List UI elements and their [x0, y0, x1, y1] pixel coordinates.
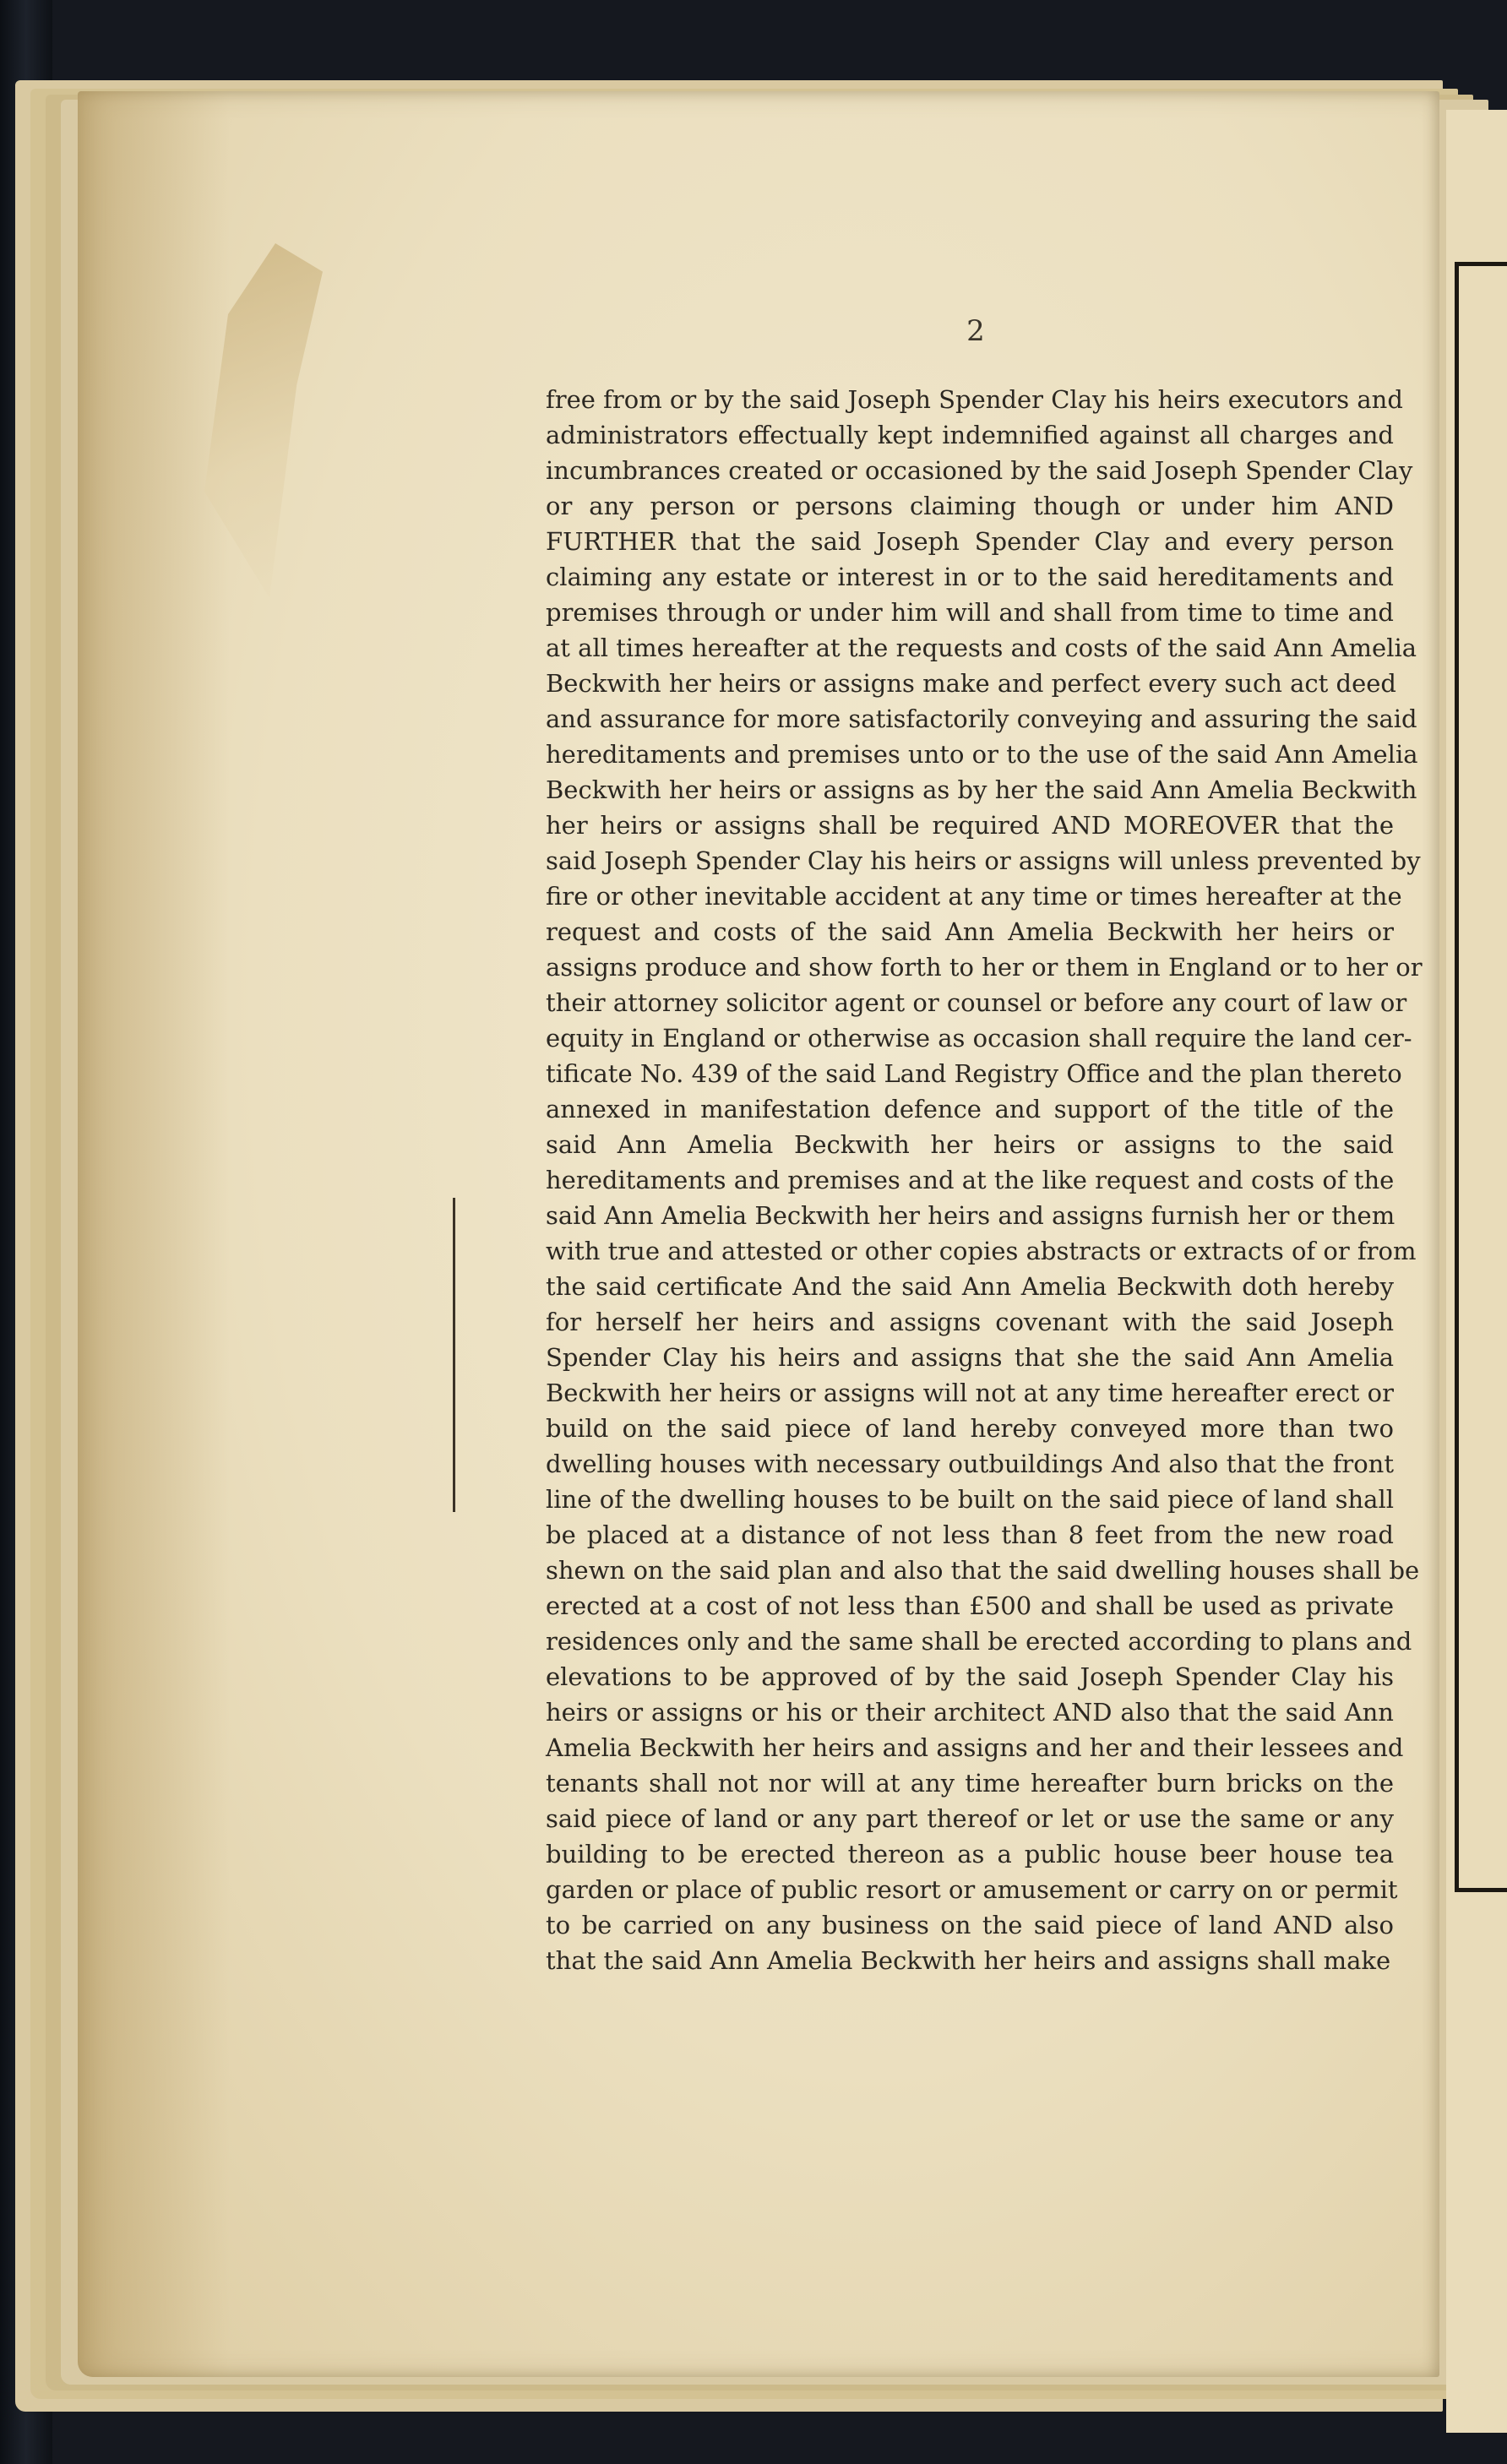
- text-line: Beckwith her heirs or assigns make and perfect every such act deed: [546, 669, 1396, 698]
- text-line: line of the dwelling houses to be built on the said piece of land shall: [546, 1485, 1394, 1514]
- text-line: request and costs of the said Ann Amelia Beckwith her heirs or: [546, 917, 1394, 946]
- text-line: Beckwith her heirs or assigns as by her the said Ann Amelia Beckwith: [546, 775, 1417, 804]
- text-line: free from or by the said Joseph Spender Clay his heirs executors and: [546, 385, 1403, 414]
- page-number: 2: [966, 314, 985, 348]
- text-line: incumbrances created or occasioned by the said Joseph Spender Clay: [546, 456, 1413, 485]
- text-line: for herself her heirs and assigns covenant with the said Joseph: [546, 1308, 1394, 1336]
- text-line: that the said Ann Amelia Beckwith her heirs and assigns shall make: [546, 1946, 1391, 1975]
- text-line: hereditaments and premises and at the like request and costs of the: [546, 1166, 1395, 1194]
- text-line: hereditaments and premises unto or to the use of the said Ann Amelia: [546, 740, 1418, 769]
- text-line: build on the said piece of land hereby conveyed more than two: [546, 1414, 1394, 1443]
- facing-page-edge: [1446, 110, 1507, 2433]
- text-line: be placed at a distance of not less than 8 feet from the new road: [546, 1520, 1394, 1549]
- text-line: tenants shall not nor will at any time hereafter burn bricks on the: [546, 1769, 1394, 1798]
- text-line: shewn on the said plan and also that the said dwelling houses shall be: [546, 1556, 1420, 1585]
- torn-paper-corner: [204, 243, 323, 598]
- text-line: her heirs or assigns shall be required AND MOREOVER that the: [546, 811, 1394, 840]
- text-line: building to be erected thereon as a public house beer house tea: [546, 1840, 1394, 1868]
- text-line: said Joseph Spender Clay his heirs or assigns will unless prevented by: [546, 846, 1421, 875]
- text-line: said Ann Amelia Beckwith her heirs and assigns furnish her or them: [546, 1201, 1395, 1230]
- text-line: residences only and the same shall be erected according to plans and: [546, 1627, 1412, 1656]
- text-line: fire or other inevitable accident at any time or times hereafter at the: [546, 882, 1402, 911]
- text-line: administrators effectually kept indemnified against all charges and: [546, 421, 1394, 449]
- text-line: with true and attested or other copies abstracts or extracts of or from: [546, 1237, 1417, 1265]
- text-line: tificate No. 439 of the said Land Registry Office and the plan thereto: [546, 1059, 1402, 1088]
- text-line: elevations to be approved of by the said Joseph Spender Clay his: [546, 1662, 1394, 1691]
- text-line: FURTHER that the said Joseph Spender Clay and every person: [546, 527, 1394, 556]
- text-line: annexed in manifestation defence and support of the title of the: [546, 1095, 1394, 1123]
- text-line: premises through or under him will and shall from time to time and: [546, 598, 1394, 627]
- text-line: or any person or persons claiming though or under him AND: [546, 492, 1394, 520]
- text-line: to be carried on any business on the said piece of land AND also: [546, 1911, 1394, 1939]
- text-line: said Ann Amelia Beckwith her heirs or assigns to the said: [546, 1130, 1394, 1159]
- text-line: dwelling houses with necessary outbuildings And also that the front: [546, 1450, 1394, 1478]
- text-line: the said certificate And the said Ann Amelia Beckwith doth hereby: [546, 1272, 1394, 1301]
- text-line: Amelia Beckwith her heirs and assigns and her and their lessees and: [546, 1733, 1404, 1762]
- text-line: garden or place of public resort or amusement or carry on or permit: [546, 1875, 1398, 1904]
- text-line: at all times hereafter at the requests and costs of the said Ann Amelia: [546, 634, 1417, 662]
- text-line: claiming any estate or interest in or to the said hereditaments and: [546, 563, 1394, 591]
- text-line: heirs or assigns or his or their architect AND also that the said Ann: [546, 1698, 1394, 1727]
- text-line: their attorney solicitor agent or counsel or before any court of law or: [546, 988, 1407, 1017]
- deed-text: [546, 382, 1423, 1978]
- margin-pencil-mark: [453, 1198, 455, 1512]
- text-line: Beckwith her heirs or assigns will not at any time hereafter erect or: [546, 1379, 1394, 1407]
- text-line: Spender Clay his heirs and assigns that she the said Ann Amelia: [546, 1343, 1394, 1372]
- text-line: erected at a cost of not less than £500 and shall be used as private: [546, 1591, 1394, 1620]
- text-line: assigns produce and show forth to her or them in England or to her or: [546, 953, 1423, 982]
- text-line: and assurance for more satisfactorily conveying and assuring the said: [546, 704, 1417, 733]
- text-line: said piece of land or any part thereof or let or use the same or any: [546, 1804, 1394, 1833]
- text-line: equity in England or otherwise as occasion shall require the land cer-: [546, 1024, 1412, 1053]
